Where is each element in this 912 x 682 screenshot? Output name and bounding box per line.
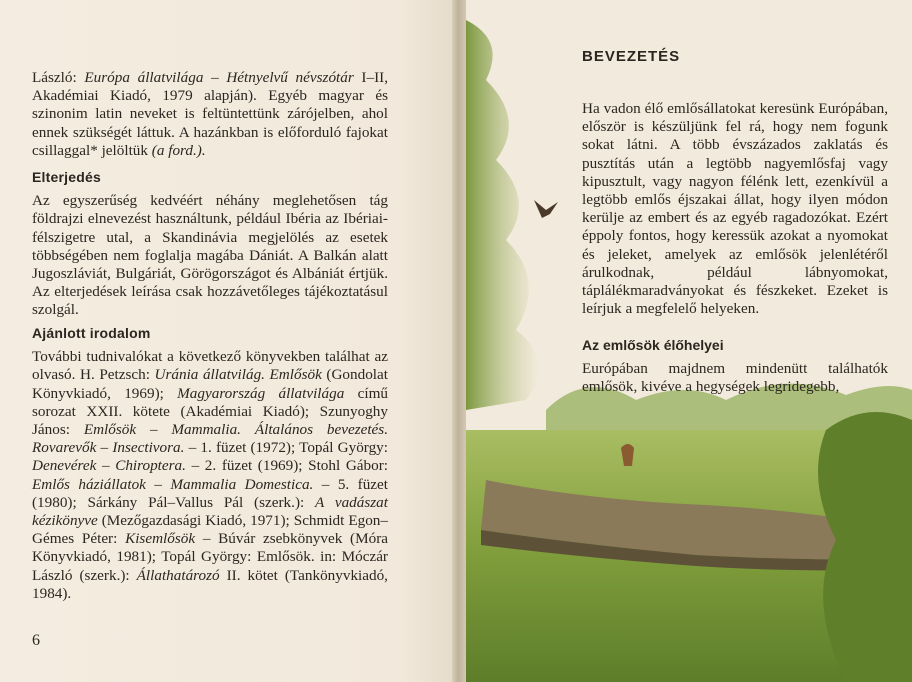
text-run: László: <box>32 69 85 86</box>
section-elohelyek <box>582 336 888 397</box>
italic-citation: Emlős háziállatok – Mammalia Domestica. <box>32 475 314 493</box>
italic-citation: Magyarország állatvilága <box>177 384 345 402</box>
bird-icon <box>534 200 558 218</box>
section-text: Európában majdnem mindenütt találhatók emlősök, kivéve a hegységek legridegebb, <box>582 360 888 396</box>
section-irodalom <box>32 324 388 603</box>
section-heading: Az emlősök élőhelyei <box>582 337 724 353</box>
left-foliage <box>466 20 539 410</box>
italic-citation: (a ford.). <box>151 141 206 159</box>
section-heading: Ajánlott irodalom <box>32 325 151 341</box>
left-page <box>0 0 452 682</box>
text-run: című sorozat XXII. kötete (Akadémiai Kiadó); Szunyoghy János: <box>32 384 388 439</box>
italic-citation: Kisemlősök <box>125 530 196 548</box>
text-run: – 1. füzet (1972); Topál György: <box>184 439 388 457</box>
page-title: BEVEZETÉS <box>582 48 681 65</box>
text-run: – 2. füzet (1969); Stohl Gábor: <box>185 457 389 475</box>
text-run: (Gondolat Könyvkiadó, 1969); <box>32 366 388 402</box>
italic-citation: A vadászat kézikönyve <box>32 493 388 530</box>
section-heading: Elterjedés <box>32 169 101 185</box>
italic-citation: Emlősök – Mammalia. Általános bevezetés. Rovarevők – Insectivora. <box>32 421 389 457</box>
page-number: 6 <box>32 632 40 649</box>
italic-citation: Uránia állatvilág. Emlősök <box>154 366 322 384</box>
text-run: – 5. füzet (1980); Sárkány Pál–Vallus Pál (szerk.): <box>32 475 388 511</box>
text-run: További tudnivalókat a következő könyvekben találhat az olvasó. H. Petzsch: <box>32 348 388 384</box>
book-gutter <box>452 0 466 682</box>
text-run: (Mezőgazdasági Kiadó, 1971); Schmidt Egon–Gémes Péter: <box>32 512 388 548</box>
right-page <box>466 0 912 682</box>
intro-paragraph <box>582 100 888 318</box>
section-text <box>32 348 388 603</box>
text-run: II. kötet (Tankönyvkiadó, 1984). <box>32 566 388 602</box>
intro-paragraph <box>32 69 388 160</box>
section-text: Az egyszerűség kedvéért néhány meglehetősen tág földrajzi elnevezést használtunk, például Ibéria az Ibériai-félszigetre utal, a Skandinávia megjelölés az esetek többségében nem foglalja magába Dániát. A Balkán alatt Jugoszláviát, Bulgáriát, Görögországot és Albániát értjük. Az elterjedések leírása csak hozzávetőleges tájékoztatásul szolgál. <box>32 192 388 319</box>
intro-text: Ha vadon élő emlősállatokat keresünk Európában, először is készüljünk fel rá, hogy nem fogunk sokat látni. A több évszázados zaklatás és pusztítás után a legtöbb nagyemlősfaj vagy kipusztult, vagy nagyon félénk lett, ezenkívül a legtöbb emlős éjszakai állat, hogy ilyen módon kerülje az embert és az egyéb ragadozókat. Ezért éppoly fontos, hogy keressük azokat a nyomokat és jeleket, amelyek az emlősök jelenlétéről árulkodnak, például lábnyomokat, táplálékmaradványokat és fészkeket. Ezeket is leírjuk a megfelelő helyeken. <box>582 100 888 318</box>
text-run: – Búvár zsebkönyvek (Móra Könyvkiadó, 1981); Topál György: Emlősök. in: Móczár László (szerk.): <box>32 530 388 584</box>
text-run: I–II, Akadémiai Kiadó, 1979 alapján). Egyéb magyar és szinonim latin neveket is feltüntettünk zárójelben, ahol ennek szükségét láttuk. A hazánkban is előforduló fajokat csillaggal* jelöltük <box>32 69 388 159</box>
italic-citation: Európa állatvilága – Hétnyelvű névszótár <box>84 69 354 86</box>
section-elterjedes <box>32 168 388 320</box>
italic-citation: Denevérek – Chiroptera. <box>32 457 186 475</box>
italic-citation: Állathatározó <box>136 566 220 584</box>
